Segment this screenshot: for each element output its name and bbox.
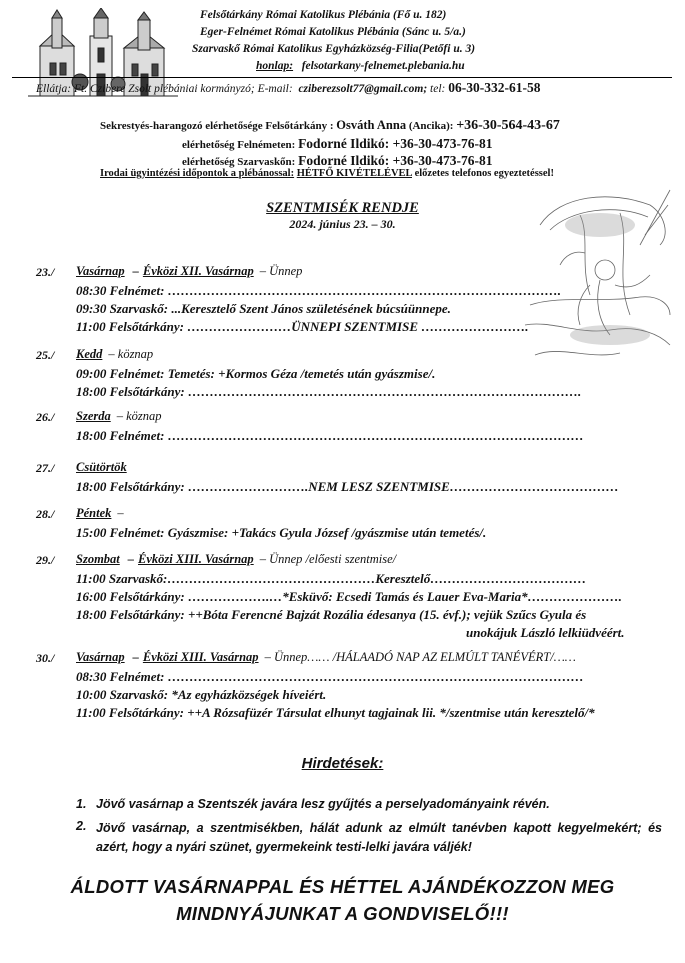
day-number: 29./: [36, 553, 55, 567]
day-name: Szombat: [76, 552, 120, 566]
mass-line: 18:00 Felsőtárkány: ……………………………………………………………………………….: [76, 384, 582, 399]
day-number: 23./: [36, 265, 55, 279]
day-tail: – köznap: [116, 409, 162, 423]
mass-line: 18:00 Felsőtárkány: ……………………….NEM LESZ SZENTMISE…………………………………: [76, 479, 619, 494]
day-header: [76, 506, 124, 521]
day-tail: – köznap: [108, 347, 154, 361]
day-name: Vasárnap: [76, 650, 125, 664]
closing-line-2: MINDNYÁJUNKAT A GONDVISELŐ!!!: [176, 903, 509, 924]
contact3-value: Fodorné Ildikó: +36-30-473-76-81: [298, 153, 493, 168]
admin-text: Ellátja: Ft. Czibere Zsolt plébániai kormányzó; E-mail:: [36, 83, 293, 95]
office-rest: előzetes telefonos egyeztetéssel!: [414, 168, 554, 179]
contact3-label: elérhetőség Szarvaskőn:: [182, 156, 296, 168]
contact1-label: Sekrestyés-harangozó elérhetősége Felsőtárkány :: [100, 120, 334, 132]
day-header: [76, 347, 153, 362]
day-header: [76, 552, 396, 567]
day-tail: – Ünnep…… /HÁLAADÓ NAP AZ ELMÚLT TANÉVÉRT/……: [264, 650, 576, 664]
tel-label: tel:: [430, 83, 446, 95]
contact2-label: elérhetőség Felnémeten:: [182, 139, 296, 151]
mass-line: 11:00 Felsőtárkány: ++A Rózsafüzér Társulat elhunyt tagjainak lii. */szentmise után keresztelő/*: [76, 705, 595, 720]
announcement-1-num: 1.: [76, 797, 87, 811]
mass-line: unokájuk László lelkiüdvéért.: [466, 625, 625, 640]
day-subtitle: Évközi XII. Vasárnap: [142, 264, 254, 278]
day-name: Csütörtök: [76, 460, 127, 474]
office-day: HÉTFŐ KIVÉTELÉVEL: [296, 168, 412, 179]
day-header: [76, 264, 302, 279]
day-header: [76, 409, 162, 424]
day-tail: – Ünnep /előesti szentmise/: [259, 552, 397, 566]
day-separator: –: [132, 264, 139, 278]
mass-line: 18:00 Felsőtárkány: ++Bóta Ferencné Bajzát Rozália édesanya (15. évf.); vejük Szűcs Gyula és: [76, 607, 587, 622]
mass-line: 09:30 Szarvaskő: ...Keresztelő Szent János születésének búcsúünnepe.: [76, 301, 451, 316]
day-name: Szerda: [76, 409, 111, 423]
page-title: SZENTMISÉK RENDJE: [266, 200, 419, 216]
day-name: Vasárnap: [76, 264, 125, 278]
mass-line: 16:00 Felsőtárkány: ……………….…*Esküvő: Ecsedi Tamás és Lauer Eva-Maria*………………….: [76, 589, 622, 604]
parish-2: Eger-Felnémet Római Katolikus Plébánia (Sánc u. 5/a.): [200, 26, 466, 38]
day-separator: –: [127, 552, 135, 566]
contact1-tel: +36-30-564-43-67: [456, 118, 560, 133]
contact1-nick: (Ancika):: [408, 120, 454, 132]
day-number: 28./: [36, 507, 55, 521]
mass-line: 11:00 Szarvaskő:…………………………………………Keresztelő………………………………: [76, 571, 587, 586]
announcement-2-num: 2.: [76, 819, 87, 833]
announcements-title: Hirdetések:: [301, 755, 384, 772]
contact2-value: Fodorné Ildikó: +36-30-473-76-81: [298, 136, 493, 151]
announcement-1: Jövő vasárnap a Szentszék javára lesz gyűjtés a perselyadományaink révén.: [96, 797, 550, 811]
mass-line: 18:00 Felnémet: ……………………………………………………………………………………: [76, 428, 584, 443]
mass-line: 09:00 Felnémet: Temetés: +Kormos Géza /temetés után gyászmise/.: [76, 366, 436, 381]
parish-3: Szarvaskő Római Katolikus Egyházközség-Filia(Petőfi u. 3): [192, 43, 476, 55]
day-separator: –: [132, 650, 139, 664]
closing-line-1: ÁLDOTT VASÁRNAPPAL ÉS HÉTTEL AJÁNDÉKOZZON MEG: [70, 876, 615, 897]
page-dates: 2024. június 23. – 30.: [289, 217, 396, 231]
day-subtitle: Évközi XIII. Vasárnap: [142, 650, 259, 664]
email-link[interactable]: cziberezsolt77@gmail.com;: [298, 83, 428, 95]
mass-line: 08:30 Felnémet: ……………………………………………………………………………….: [76, 283, 561, 298]
day-name: Kedd: [76, 347, 103, 361]
day-number: 30./: [36, 651, 55, 665]
day-tail: –: [117, 506, 124, 520]
day-header: [76, 460, 127, 475]
day-tail: – Ünnep: [259, 264, 303, 278]
announcement-2: Jövő vasárnap, a szentmisékben, hálát adunk az elmúlt tanévben kapott kegyelmekért; és azért, hogy a nyári szünet, gyermekeink testi-lelki javára váljék!: [96, 821, 662, 854]
homepage-url[interactable]: felsotarkany-felnemet.plebania.hu: [301, 60, 465, 72]
day-number: 25./: [36, 348, 55, 362]
tel-number: 06-30-332-61-58: [448, 80, 541, 95]
mass-line: 15:00 Felnémet: Gyászmise: +Takács Gyula József /gyászmise után temetés/.: [76, 525, 487, 540]
mass-line: 08:30 Felnémet: ……………………………………………………………………………………: [76, 669, 584, 684]
contact1-name: Osváth Anna: [336, 118, 407, 132]
mass-line: 11:00 Felsőtárkány: ……………………ÜNNEPI SZENTMISE …………………….: [76, 319, 529, 334]
day-name: Péntek: [76, 506, 112, 520]
homepage-label: honlap:: [256, 60, 294, 72]
day-number: 27./: [36, 461, 55, 475]
mass-line: 10:00 Szarvaskő: *Az egyházközségek híveiért.: [76, 687, 327, 702]
office-label: Irodai ügyintézési időpontok a plébánossal:: [100, 168, 295, 179]
day-header: [76, 650, 576, 665]
parish-1: Felsőtárkány Római Katolikus Plébánia (Fő u. 182): [200, 9, 447, 21]
day-number: 26./: [36, 410, 55, 424]
day-subtitle: Évközi XIII. Vasárnap: [138, 552, 254, 566]
